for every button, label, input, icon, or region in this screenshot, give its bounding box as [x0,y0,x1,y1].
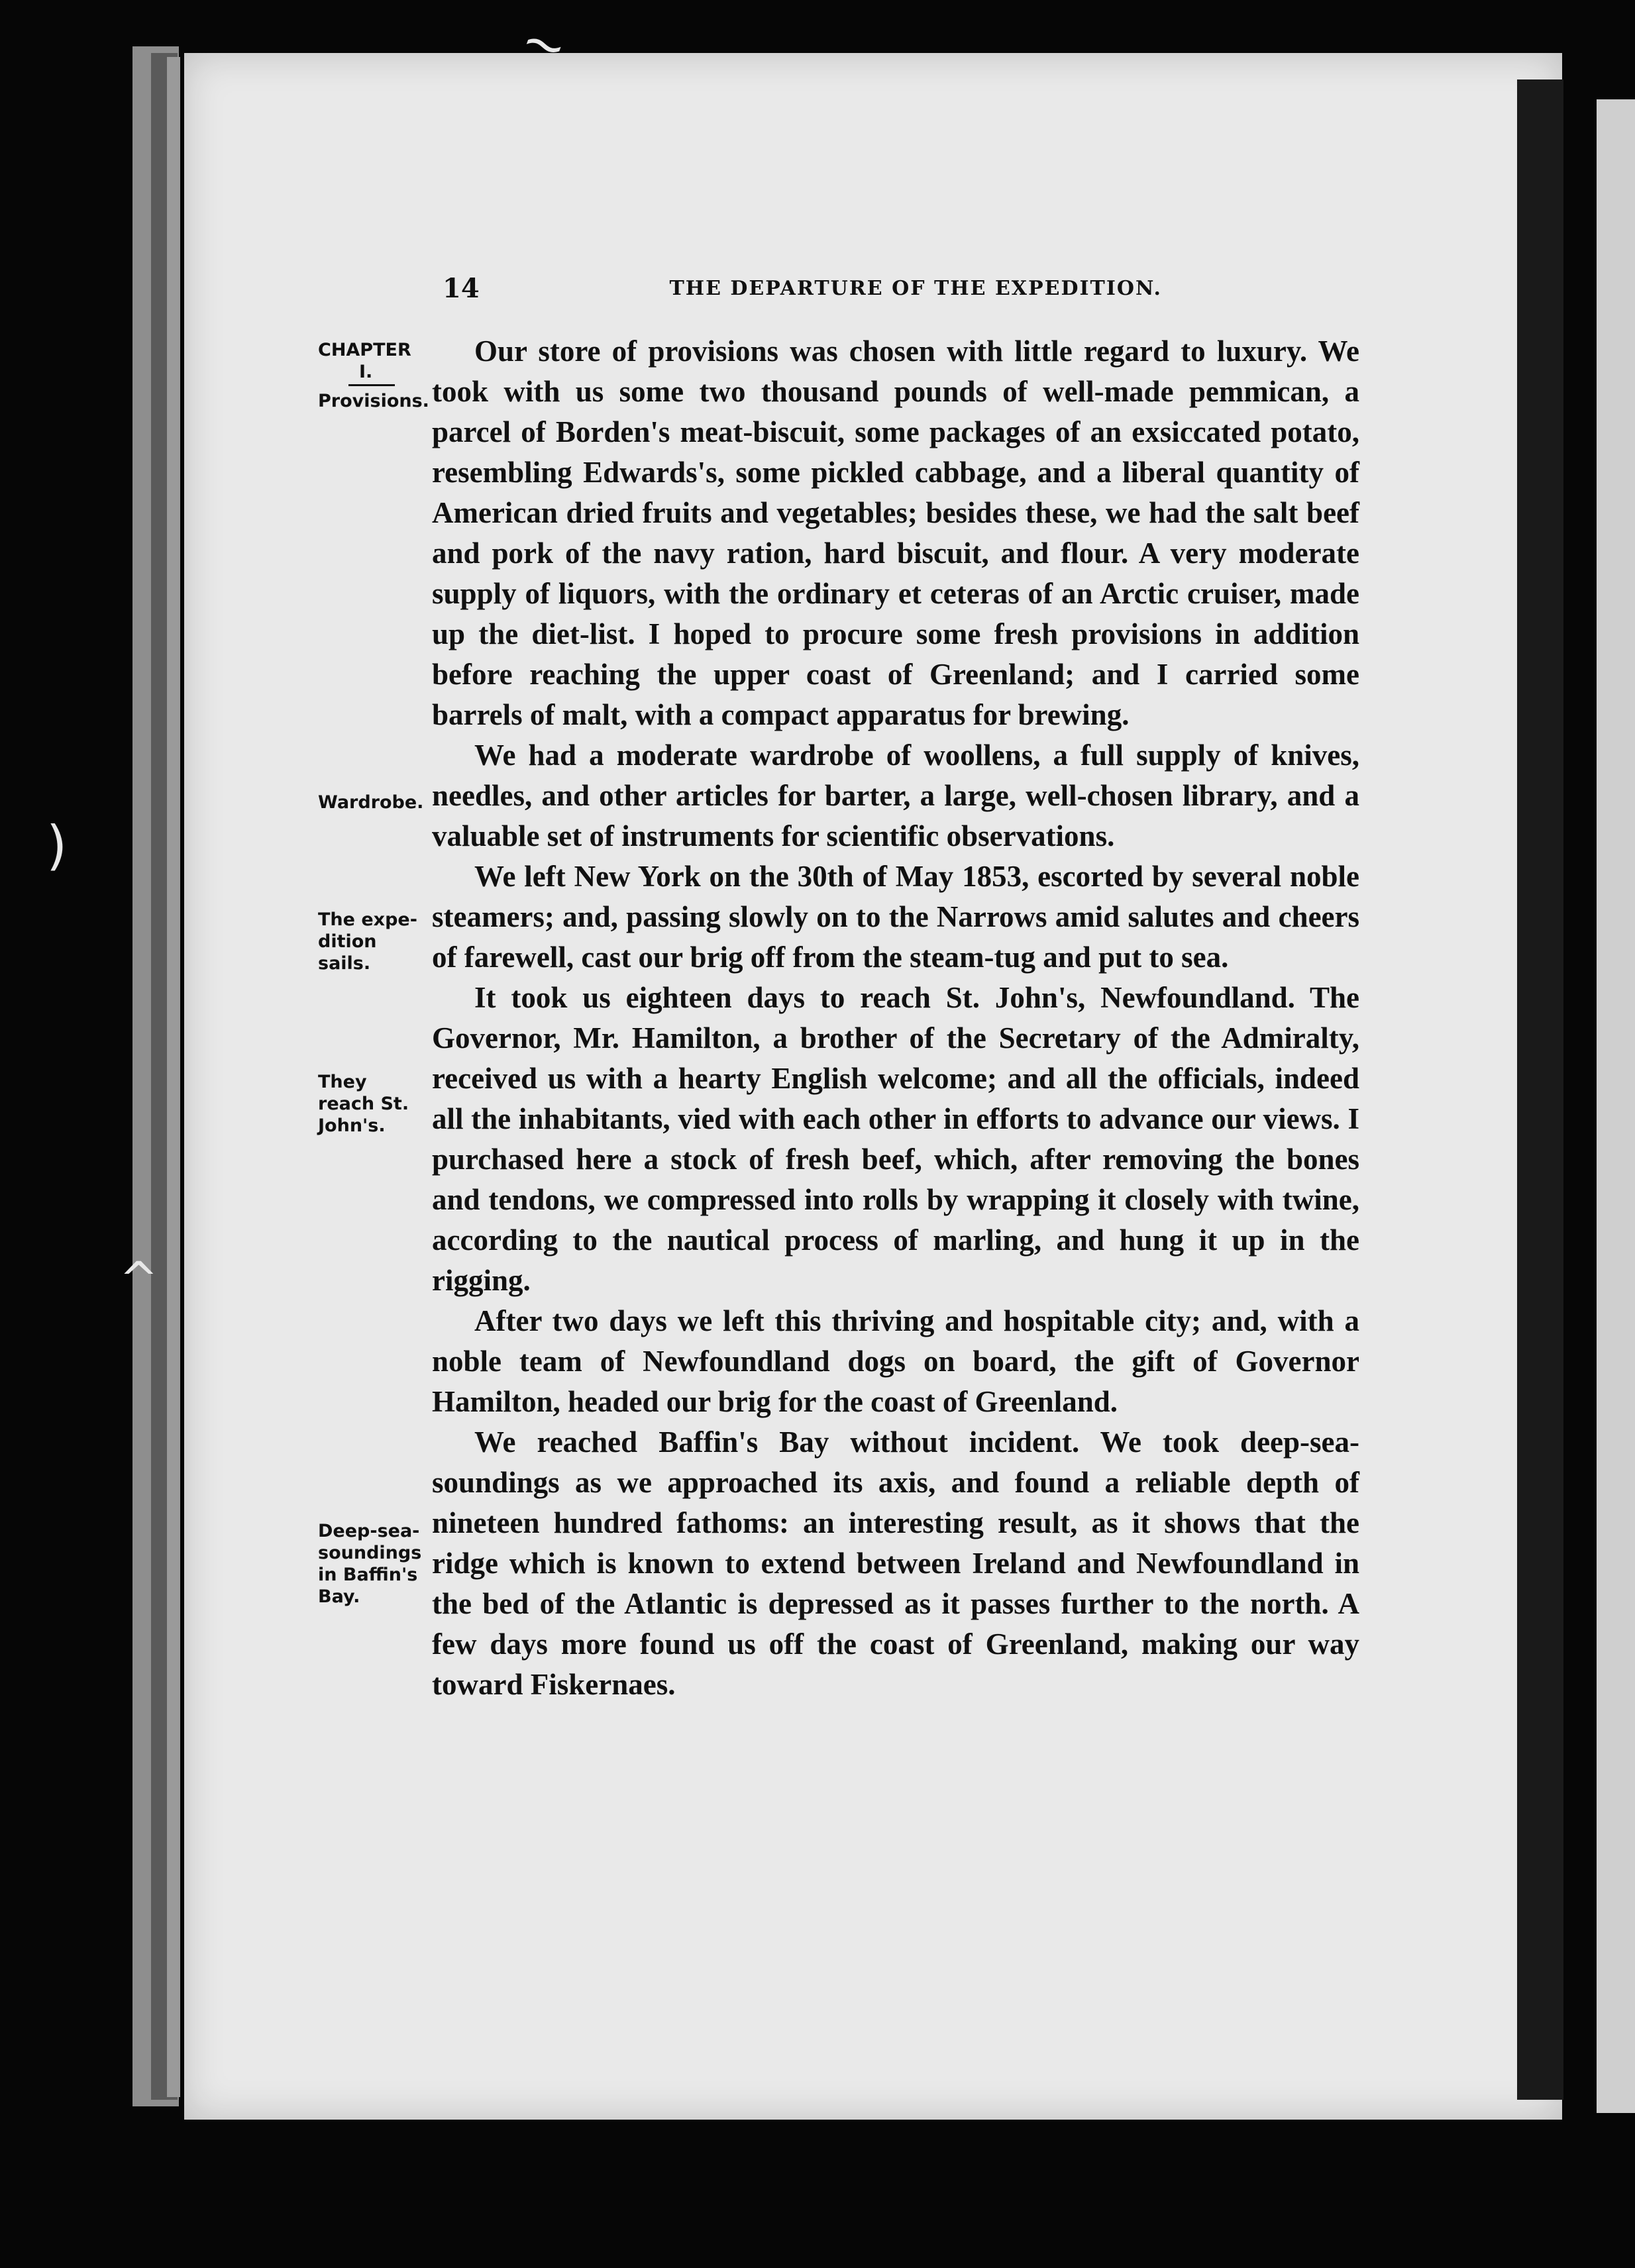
facing-page-edge [1597,99,1635,2113]
film-scratch: ) [46,815,68,876]
chapter-number: I. [359,362,373,382]
chapter-sidenote [318,339,431,412]
body-text [432,331,1359,1705]
running-title: THE DEPARTURE OF THE EXPEDITION. [669,277,1162,300]
paragraph-wardrobe: We had a moderate wardrobe of woollens, a full supply of knives, needles, and other articles for barter, a large, well-chosen library, and a valuable set of instruments for scientific observations. [432,739,1359,852]
paragraph-st-johns: It took us eighteen days to reach St. John's, Newfoundland. The Governor, Mr. Hamilton, a brother of the Secretary of the Admiralty, received us with a hearty English welcome; and all the officials, indeed all the inhabitants, vied with each other in efforts to advance our views. I purchased here a stock of fresh beef, which, after removing the bones and tendons, we compressed into rolls by wrapping it closely with twine, according to the nautical process of marling, and hung it up in the rigging. [432,981,1359,1297]
gutter-shadow [1517,79,1563,2100]
sidenote-soundings: Deep-sea-soundings in Baffin's Bay. [318,1521,422,1607]
paragraph-baffins-bay: We reached Baffin's Bay without incident. We took deep-sea-soundings as we approached its axis, and found a reliable depth of nineteen hundred fathoms: an interesting result, as it shows that the ridge which is known to extend between Ireland and Newfoundland in the bed of the Atlantic is depressed as it passes further to the north. A few days more found us off the coast of Greenland, making our way toward Fiskernaes. [432,1425,1359,1701]
sidenote-wardrobe: Wardrobe. [318,792,424,813]
page-header [443,273,1162,313]
chapter-rule [348,384,395,386]
sidenote-st-johns: They reach St. John's. [318,1072,409,1136]
page-stack-edge [167,57,180,2097]
chapter-label: CHAPTER [318,340,411,360]
paragraph-departure: We left New York on the 30th of May 1853, escorted by several noble steamers; and, passing slowly on to the Narrows amid salutes and cheers of farewell, cast our brig off from the steam-tug and put to sea. [432,860,1359,974]
film-scratch: ^ [119,1252,158,1306]
paragraph-leave-st-johns: After two days we left this thriving and hospitable city; and, with a noble team of Newfoundland dogs on board, the gift of Governor Hamilton, headed our brig for the coast of Greenland. [432,1304,1359,1418]
sidenote-provisions: Provisions. [318,391,429,411]
sidenote-sails: The expe-dition sails. [318,909,417,974]
film-scratch: ~ [513,7,576,81]
page-number: 14 [443,273,480,304]
paragraph-provisions: Our store of provisions was chosen with little regard to luxury. We took with us some two thousand pounds of well-made pemmican, a parcel of Borden's meat-biscuit, some packages of an exsiccated potato, resembling Edwards's, some pickled cabbage, and a liberal quantity of American dried fruits and vegetables; besides these, we had the salt beef and pork of the navy ration, hard biscuit, and flour. A very moderate supply of liquors, with the ordinary et ceteras of an Arctic cruiser, made up the diet-list. I hoped to procure some fresh provisions in addition before reaching the upper coast of Greenland; and I carried some barrels of malt, with a compact apparatus for brewing. [432,335,1359,731]
